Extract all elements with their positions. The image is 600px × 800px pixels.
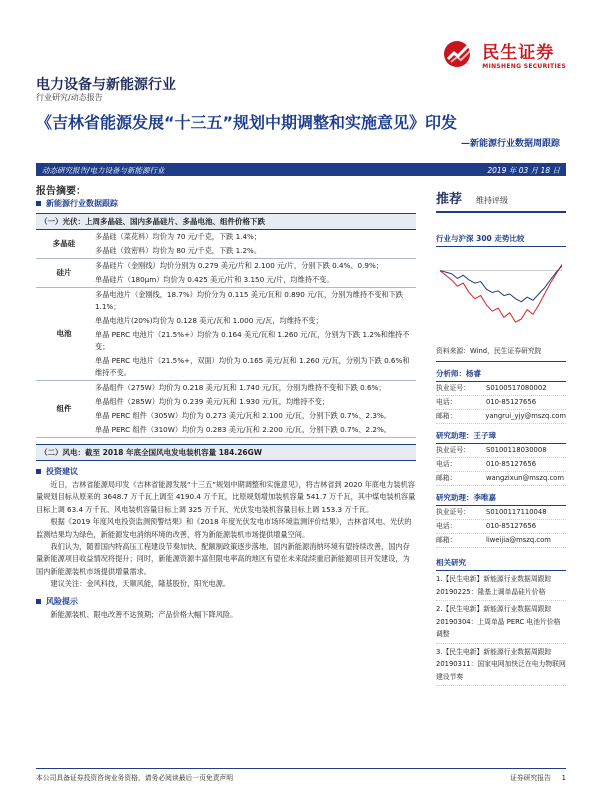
investment-paragraph: 我们认为，随着国内特高压工程建设节奏加快、配额制政策逐步落地，国内新能源消纳环境有望持续改善，国内存量新能源项目收益情况将提升；同时，新能源资源丰富但限电率高的地区有望在未来陆续重启新能源项目开发建设，为国内新能源装机市场提供增量需求。 <box>36 542 410 576</box>
wind-section-bar: （二）风电：截至 2018 年底全国风电发电装机容量 184.26GW <box>36 444 416 461</box>
table-row <box>36 314 416 328</box>
analyst-detail <box>436 520 566 534</box>
row-category: 硅片 <box>36 259 92 288</box>
risk-heading: 风险提示 <box>36 596 416 607</box>
price-line: 多晶硅（菜花料）均价为 70 元/千克，下跌 1.4%； <box>95 232 262 241</box>
trend-chart <box>436 251 566 337</box>
chart-source: 资料来源：Wind，民生证券研究院 <box>436 345 566 362</box>
risk-text: 新能源装机、限电改善不达预期；产品价格大幅下降风险。 <box>50 609 238 619</box>
detail-key: 电话： <box>436 460 457 468</box>
related-item[interactable]: 1.【民生电新】新能源行业数据周跟踪 20190225：隆基上调单晶硅片价格 <box>436 571 566 601</box>
table-row <box>36 288 416 315</box>
table-row <box>36 244 416 259</box>
analyst-name: 研究助理：李唯嘉 <box>436 489 566 506</box>
analyst-detail <box>436 458 566 472</box>
analyst-detail <box>436 410 566 424</box>
analyst-name: 分析师：杨睿 <box>436 365 566 382</box>
investment-body <box>36 479 416 591</box>
table-row <box>36 381 416 396</box>
detail-value[interactable]: wangzixun@mszq.com <box>486 474 564 482</box>
related-list <box>436 571 566 686</box>
pv-price-table <box>36 230 416 438</box>
related-item[interactable]: 2.【民生电新】新能源行业数据周跟踪 20190304：上周单晶 PERC 电池片价格调整 <box>436 601 566 644</box>
detail-value: S0100517080002 <box>486 384 547 392</box>
report-date: 2019 年 03 月 18 日 <box>487 166 560 175</box>
related-item[interactable]: 3.【民生电新】新能源行业数据周跟踪 20190311：国家电网加快泛在电力物联网建设节奏 <box>436 644 566 687</box>
price-line: 多晶硅（致密料）均价为 80 元/千克，下跌 1.2%。 <box>92 244 416 259</box>
footer-label: 证券研究报告 <box>510 774 551 782</box>
row-category: 组件 <box>36 381 92 438</box>
rating-value: 推荐 <box>436 192 463 207</box>
detail-key: 电话： <box>436 398 457 406</box>
table-row <box>36 409 416 423</box>
rating-block <box>436 188 566 213</box>
summary-title: 报告摘要： <box>36 186 86 197</box>
brand-name-en: MINSHENG SECURITIES <box>482 63 566 70</box>
table-row <box>36 395 416 409</box>
row-category: 多晶硅 <box>36 230 92 259</box>
detail-key: 执业证号： <box>436 446 470 454</box>
detail-value: S0100117110048 <box>486 508 547 516</box>
price-line: 多晶硅片（金刚线）均价分别为 0.279 美元/片和 2.100 元/片，分别下跌 0.4%、0.9%； <box>95 261 384 270</box>
brand-logo-icon <box>442 39 476 69</box>
detail-value[interactable]: yangrui_yjy@mszq.com <box>485 412 566 420</box>
table-row <box>36 259 416 274</box>
detail-key: 邮箱： <box>436 474 457 482</box>
pv-section-bar: （一）光伏：上周多晶硅、国内多晶硅片、多晶电池、组件价格下跌 <box>36 213 416 230</box>
investment-heading: 投资建议 <box>36 466 416 477</box>
detail-key: 电话： <box>436 522 457 530</box>
price-line: 单晶电池片(20%)均价为 0.128 美元/瓦和 1.000 元/瓦，均维持不变； <box>95 316 323 325</box>
header-band <box>36 163 566 176</box>
table-row <box>36 423 416 438</box>
detail-key: 执业证号： <box>436 508 470 516</box>
detail-value: 010-85127656 <box>486 522 537 530</box>
band-category: 动态研究报告/电力设备与新能源行业 <box>42 166 165 175</box>
sidebar <box>436 188 566 686</box>
page-number: 1 <box>561 774 566 782</box>
page-title: 《吉林省能源发展“十三五”规划中期调整和实施意见》印发 <box>36 113 458 132</box>
main-content <box>36 198 416 621</box>
table-row <box>36 354 416 381</box>
footer-disclaimer: 本公司具备证券投资咨询业务资格，请务必阅读最后一页免责声明 <box>36 774 234 782</box>
page-subtitle: —新能源行业数据周跟踪 <box>460 139 560 149</box>
price-line: 单晶 PERC 组件（305W）均价为 0.273 美元/瓦和 2.100 元/瓦，分别下跌 0.7%、2.3%。 <box>95 411 391 420</box>
detail-value: 010-85127656 <box>486 460 537 468</box>
price-line: 单晶 PERC 电池片（21.5%+，双面）均价为 0.165 美元/瓦和 1.260 元/瓦，分别为下跌 0.6%和维持不变。 <box>92 354 416 381</box>
rating-sub: 维持评级 <box>476 196 509 205</box>
price-line: 多晶组件（275W）均价为 0.218 美元/瓦和 1.740 元/瓦，分别为维持不变和下跌 0.6%； <box>95 383 386 392</box>
detail-value: 010-85127656 <box>486 398 537 406</box>
analyst-list <box>436 365 566 548</box>
row-category: 电池 <box>36 288 92 381</box>
brand-logo <box>442 38 566 70</box>
detail-value[interactable]: liweijia@mszq.com <box>486 536 551 544</box>
footer <box>36 768 566 782</box>
analyst-detail <box>436 534 566 548</box>
price-line: 单晶组件（285W）均价为 0.239 美元/瓦和 1.930 元/瓦，均维持不变； <box>95 397 330 406</box>
detail-key: 执业证号： <box>436 384 470 392</box>
analyst-detail <box>436 506 566 520</box>
brand-name-cn: 民生证券 <box>482 43 555 63</box>
analyst-name: 研究助理：王子璋 <box>436 427 566 444</box>
table-row <box>36 273 416 288</box>
table-row <box>36 230 416 244</box>
industry-label: 电力设备与新能源行业 <box>36 77 176 93</box>
detail-key: 邮箱： <box>436 412 457 420</box>
investment-paragraph: 根据《2019 年度风电投资监测预警结果》和《2018 年度光伏发电市场环境监测评价结果》，吉林省风电、光伏的监测结果均为绿色，新能源发电消纳环境的改善，将为新能源装机市场提供增量空间。 <box>36 517 412 539</box>
price-line: 单晶硅片（180μm）均价为 0.425 美元/片和 3.150 元/片，均维持不变。 <box>92 273 416 288</box>
detail-value: S0100118030008 <box>486 446 547 454</box>
price-line: 多晶电池片（金刚线，18.7%）均价分为 0.115 美元/瓦和 0.890 元/瓦，分别为维持不变和下跌 1.1%； <box>95 290 403 311</box>
analyst-detail <box>436 382 566 396</box>
analyst-detail <box>436 472 566 486</box>
investment-paragraph: 近日，吉林省能源局印发《吉林省能源发展“十三五”规划中期调整和实施意见》，将吉林省到 2020 年底电力装机容量规划目标从原来的 3648.7 万千瓦上调至 4190.4 万千瓦，比原规划增加装机容量 541.7 万千瓦，其中煤电装机容量目标上调 63.4 万千瓦、风电装机容量目标上调 325 万千瓦、光伏发电装机容量目标上调 153.3 万千瓦。 <box>36 480 416 514</box>
price-line: 单晶 PERC 电池片（21.5%+）均价为 0.164 美元/瓦和 1.260 元/瓦，分别为下跌 1.2%和维持不变； <box>95 330 410 351</box>
detail-key: 邮箱： <box>436 536 457 544</box>
report-type: 行业研究/动态报告 <box>36 93 103 102</box>
analyst-detail <box>436 396 566 410</box>
price-line: 单晶 PERC 组件（310W）均价为 0.283 美元/瓦和 2.200 元/瓦，分别下跌 0.7%、2.2%。 <box>92 423 416 438</box>
chart-title: 行业与沪深 300 走势比较 <box>436 231 566 247</box>
analyst-detail <box>436 444 566 458</box>
related-heading: 相关研究 <box>436 554 566 571</box>
table-row <box>36 328 416 354</box>
tracking-heading: 新能源行业数据跟踪 <box>36 198 416 209</box>
investment-paragraph: 建议关注：金风科技，天顺风能，隆基股份，阳光电源。 <box>50 579 231 589</box>
